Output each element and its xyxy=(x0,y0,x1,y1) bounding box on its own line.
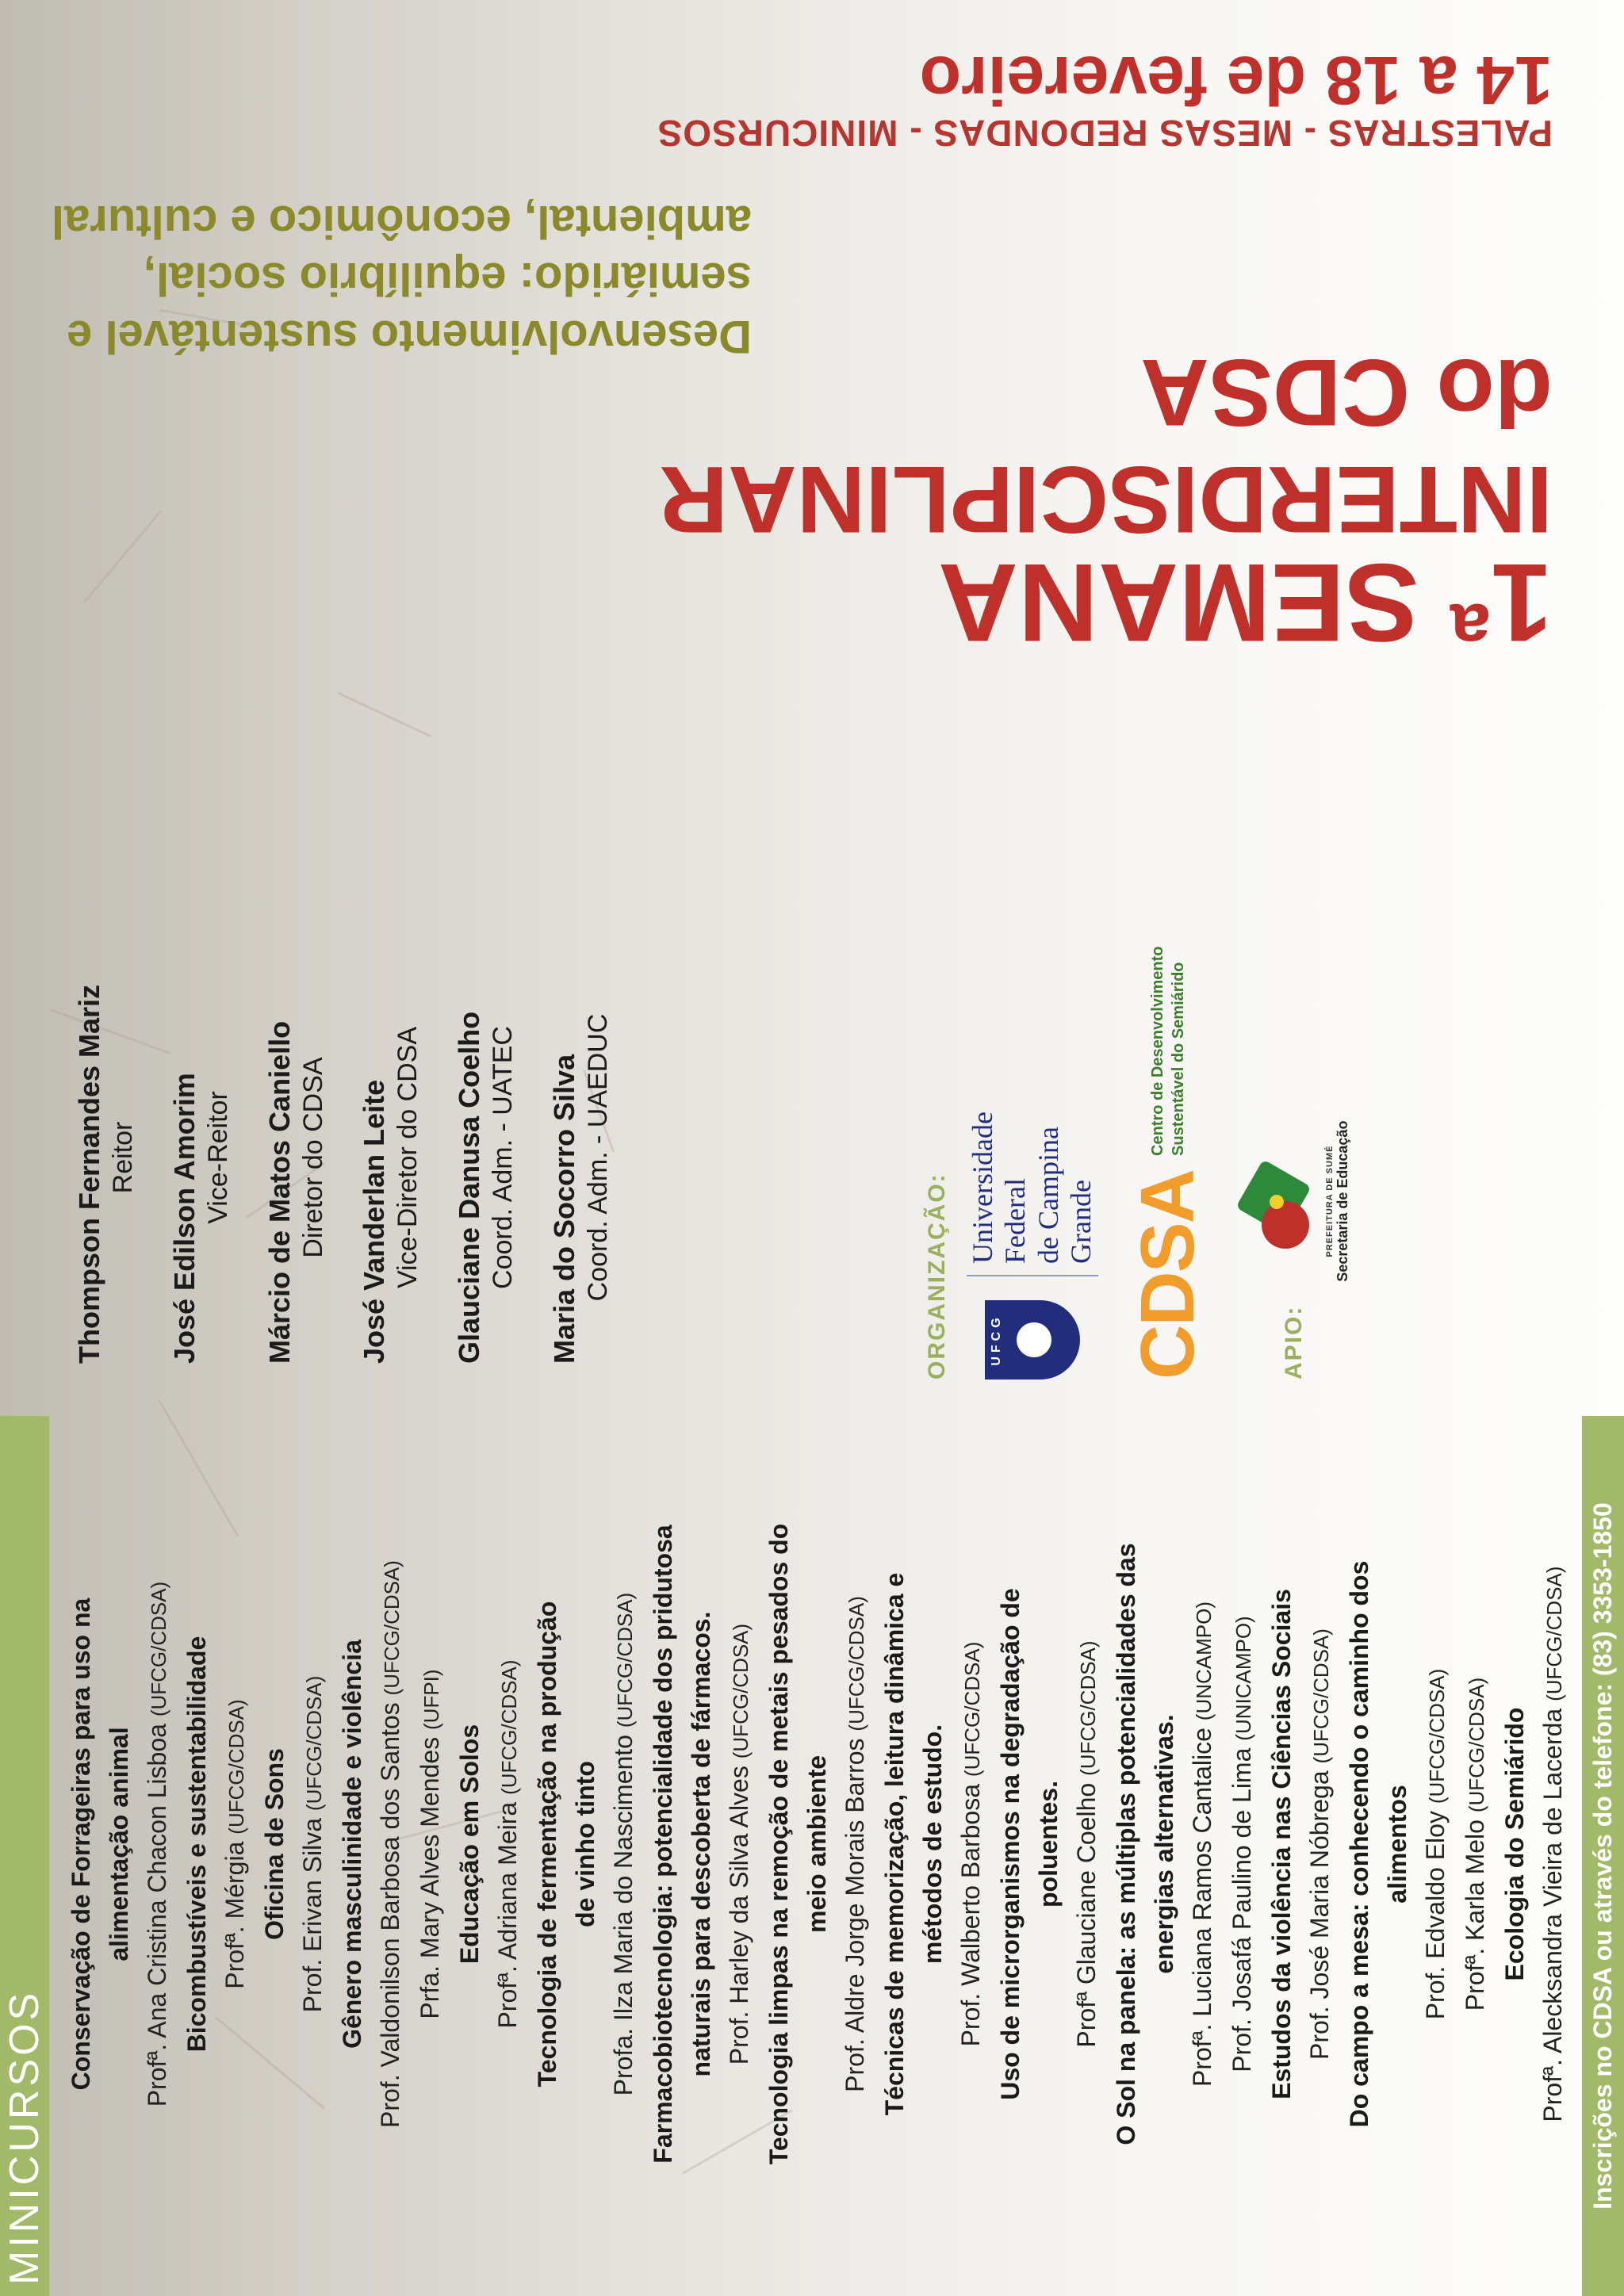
cover-subhead: PALESTRAS - MESAS REDONDAS - MINICURSOS xyxy=(657,113,1553,154)
course-instructor xyxy=(952,1408,991,2280)
cover-theme: Desenvolvimento sustentável e semiárido: equilíbrio social, ambiental, econômico e cultural xyxy=(51,196,752,362)
board-member xyxy=(356,951,424,1364)
ufcg-shield-icon xyxy=(985,1300,1080,1380)
course-instructor xyxy=(1300,1408,1340,2280)
instructor-affiliation: (UFCG/CDSA) xyxy=(147,1581,170,1717)
course-title: Conservação de Forrageiras para uso na xyxy=(67,1598,95,2091)
instructor-affiliation: (UFCG/CDSA) xyxy=(960,1641,984,1777)
course-title: Educação em Solos xyxy=(455,1724,484,1965)
instructor-name: Profa. Ilza Maria do Nascimento xyxy=(609,1735,638,2096)
sume-logo xyxy=(1238,1121,1351,1282)
course-instructor xyxy=(1223,1408,1262,2280)
board-member xyxy=(167,951,235,1364)
instructor-affiliation: (UNCAMPO) xyxy=(1192,1601,1216,1721)
course-instructor xyxy=(720,1408,760,2280)
registration-footer: Inscrições no CDSA ou através do telefone: (83) 3353-1850 xyxy=(1582,1416,1624,2296)
course-title: Técnicas de memorização, leitura dinâmica e xyxy=(880,1572,909,2116)
cdsa-logo xyxy=(1124,946,1210,1380)
instructor-affiliation: (UFCG/CDSA) xyxy=(224,1699,248,1835)
board-member xyxy=(71,951,140,1364)
sume-crest-icon xyxy=(1238,1154,1325,1249)
course-title: Oficina de Sons xyxy=(260,1748,289,1940)
ufcg-logo xyxy=(967,1047,1098,1380)
cdsa-logo-text: CDSA xyxy=(1124,1169,1210,1380)
course-instructor xyxy=(836,1408,875,2280)
support-row xyxy=(1238,1047,1351,1380)
board-member-name: Thompson Fernandes Mariz xyxy=(73,984,105,1364)
board-member-name: Márcio de Matos Caniello xyxy=(262,1020,296,1364)
instructor-name: Prof. Josafá Paulino de Lima xyxy=(1228,1747,1256,2072)
minicursos-list xyxy=(62,1408,1573,2296)
course-title: Tecnologia limpas na remoção de metais pesados do xyxy=(764,1523,793,2165)
minicursos-panel xyxy=(0,1416,1624,2296)
sume-secretaria-label: Secretaria de Educação xyxy=(1334,1120,1350,1282)
board-list xyxy=(71,951,642,1364)
course-title: de vinho tinto xyxy=(571,1761,599,1927)
organizacao-label: ORGANIZAÇÃO: xyxy=(924,1173,950,1380)
board-member-role: Reitor xyxy=(108,1121,138,1194)
ufcg-name xyxy=(967,1047,1098,1276)
cdsa-subtitle-line2: Sustentável do Semiárido xyxy=(1169,962,1187,1156)
course-instructor xyxy=(604,1408,644,2280)
course-title: meio ambiente xyxy=(802,1755,831,1934)
instructor-affiliation: (UFPI) xyxy=(419,1669,443,1730)
course-title: alimentos xyxy=(1383,1785,1411,1904)
course-instructor xyxy=(371,1408,411,2280)
cover-panel xyxy=(0,0,1624,904)
instructor-affiliation: (UFCG/CDSA) xyxy=(845,1596,868,1732)
instructor-name: Prof. Harley da Silva Alves xyxy=(725,1766,753,2065)
course-title: alimentação animal xyxy=(105,1727,133,1961)
course-title: naturais para descoberta de fármacos. xyxy=(687,1611,715,2077)
course-instructor xyxy=(1183,1408,1223,2280)
apio-label: APIO: xyxy=(1281,1305,1308,1380)
instructor-name: Profª. Karla Melo xyxy=(1461,1820,1489,2011)
cdsa-subtitle-line1: Centro de Desenvolvimento xyxy=(1148,946,1166,1156)
course-instructor xyxy=(293,1408,333,2280)
instructor-affiliation: (UFCG/CDSA) xyxy=(302,1675,326,1812)
cover-title-line2: INTERDISCIPLINAR xyxy=(659,446,1553,553)
instructor-name: Profª. Alecksandra Vieira de Lacerda xyxy=(1538,1708,1567,2122)
instructor-name: Profª Glauciane Coelho xyxy=(1072,1782,1101,2048)
instructor-name: Prof. José Maria Nóbrega xyxy=(1305,1770,1334,2060)
course-title: Ecologia do Semiárido xyxy=(1500,1707,1529,1981)
course-title: poluentes. xyxy=(1034,1781,1063,1908)
course-instructor xyxy=(488,1408,528,2280)
cover-title-line1: 1ª SEMANA xyxy=(937,541,1553,665)
sume-prefeitura-label: PREFEITURA DE SUMÉ xyxy=(1324,1145,1335,1257)
instructor-name: Profª. Ana Cristina Chacon Lisboa xyxy=(143,1724,171,2107)
instructor-name: Prof. Valdonilson Barbosa dos Santos xyxy=(376,1702,404,2128)
course-title: energias alternativas. xyxy=(1150,1714,1178,1974)
course-title: Uso de microrganismos na degradação de xyxy=(996,1588,1025,2100)
board-member-name: José Edilson Amorim xyxy=(167,1073,201,1364)
ufcg-acronym: UFCG xyxy=(989,1314,1003,1366)
instructor-affiliation: (UNICAMPO) xyxy=(1231,1616,1255,1741)
instructor-affiliation: (UFCG/CDSA) xyxy=(497,1659,521,1795)
sun-icon xyxy=(1017,1322,1051,1357)
board-member-role: Vice-Diretor do CDSA xyxy=(393,1026,423,1289)
board-member-name: Glauciane Danusa Coelho xyxy=(453,1011,486,1364)
course-instructor xyxy=(1067,1408,1107,2280)
cover-title-line3: do CDSA xyxy=(1140,339,1553,446)
board-member-role: Coord. Adm. - UATEC xyxy=(488,1026,519,1289)
board-member-role: Vice-Reitor xyxy=(202,1091,233,1224)
instructor-affiliation: (UFCG/CDSA) xyxy=(1542,1566,1566,1701)
ufcg-name-line2: de Campina Grande xyxy=(1032,1127,1097,1264)
course-instructor xyxy=(216,1408,255,2280)
course-title: Gênero masculinidade e violência xyxy=(338,1640,366,2049)
instructor-name: Prof. Aldre Jorge Morais Barros xyxy=(841,1738,869,2092)
board-member-name: José Vanderlan Leite xyxy=(358,1079,391,1364)
cover-dates: 14 a 18 de fevereiro xyxy=(919,42,1553,118)
instructor-name: Prof. Erivan Silva xyxy=(298,1817,327,2013)
instructor-name: Prfa. Mary Alves Mendes xyxy=(416,1736,444,2019)
course-title: Bicombustíveis e sustentabilidade xyxy=(182,1636,211,2053)
course-instructor xyxy=(1456,1408,1496,2280)
instructor-affiliation: (UFCG/CDSA) xyxy=(380,1560,404,1696)
instructor-affiliation: (UFCG/CDSA) xyxy=(1076,1640,1100,1776)
instructor-name: Profª. Adriana Meira xyxy=(493,1801,522,2029)
course-title: Farmacobiotecnologia: potencialidade dos pridutosa xyxy=(649,1525,677,2164)
course-instructor xyxy=(411,1408,450,2280)
organization-panel xyxy=(924,946,1351,1380)
board-member-role: Diretor do CDSA xyxy=(297,1057,328,1258)
course-title: O Sol na panela: as múltiplas potencialidades das xyxy=(1112,1543,1140,2145)
board-member xyxy=(262,951,330,1364)
instructor-affiliation: (UFCG/CDSA) xyxy=(1425,1668,1449,1804)
minicursos-header: MINICURSOS xyxy=(0,1416,49,2296)
instructor-name: Profª. Mérgia xyxy=(220,1841,249,1989)
instructor-affiliation: (UFCG/CDSA) xyxy=(729,1623,753,1759)
cdsa-subtitle xyxy=(1147,946,1189,1156)
course-instructor xyxy=(1416,1408,1456,2280)
course-title: Tecnologia de fermentação na produção xyxy=(533,1601,561,2087)
board-member xyxy=(546,951,615,1364)
course-title: métodos de estudo. xyxy=(918,1724,947,1965)
ufcg-name-line1: Universidade Federal xyxy=(967,1112,1032,1264)
instructor-affiliation: (UFCG/CDSA) xyxy=(1309,1628,1333,1764)
instructor-name: Prof. Edvaldo Eloy xyxy=(1421,1811,1450,2020)
instructor-affiliation: (UFCG/CDSA) xyxy=(613,1592,637,1728)
instructor-affiliation: (UFCG/CDSA) xyxy=(1465,1677,1488,1813)
course-instructor xyxy=(138,1408,178,2280)
instructor-name: Profª. Luciana Ramos Cantalice xyxy=(1188,1728,1216,2087)
course-instructor xyxy=(1534,1408,1573,2280)
board-member xyxy=(451,951,519,1364)
board-member-role: Coord. Adm. - UAEDUC xyxy=(582,1013,613,1302)
course-title: Do campo a mesa: conhecendo o caminho dos xyxy=(1345,1560,1373,2128)
course-title: Estudos da violência nas Ciências Sociais xyxy=(1267,1589,1296,2099)
instructor-name: Prof. Walberto Barbosa xyxy=(956,1783,985,2047)
board-member-name: Maria do Socorro Silva xyxy=(547,1054,580,1364)
